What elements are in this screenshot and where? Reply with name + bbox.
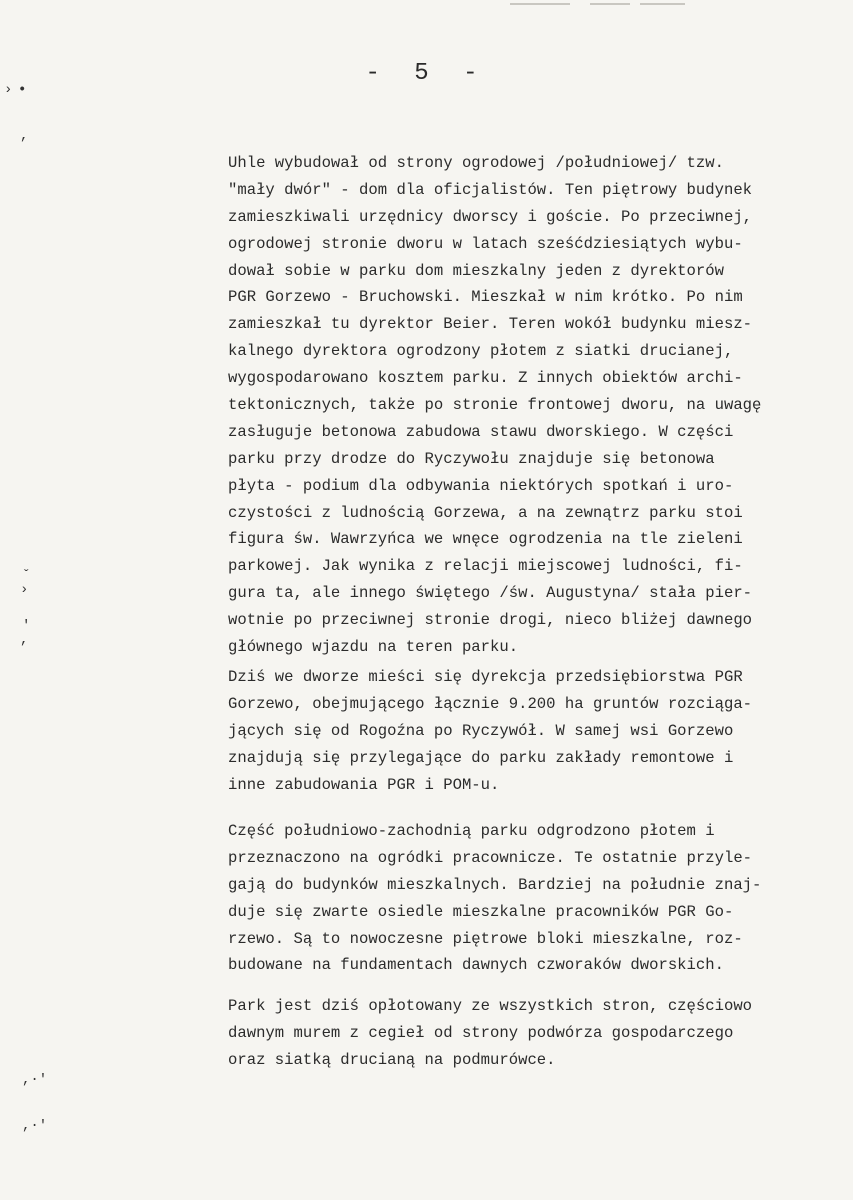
text-line: "mały dwór" - dom dla oficjalistów. Ten piętrowy budynek [228,180,753,199]
text-line: budowane na fundamentach dawnych czworaków dworskich. [228,956,724,975]
text-line: wotnie po przeciwnej stronie drogi, nieco bliżej dawnego [228,611,753,630]
paragraph-1 [228,150,761,661]
text-line: rzewo. Są to nowoczesne piętrowe bloki mieszkalne, roz- [228,929,743,948]
text-line: znajdują się przylegające do parku zakłady remontowe i [228,748,734,767]
text-line: czystości z ludnością Gorzewa, a na zewnątrz parku stoi [228,503,743,522]
text-line: płyta - podium dla odbywania niektórych spotkań i uro- [228,476,734,495]
text-line: Dziś we dworze mieści się dyrekcja przedsiębiorstwa PGR [228,668,743,686]
paragraph-2 [228,664,752,798]
paragraph-3 [228,818,761,979]
text-line: PGR Gorzewo - Bruchowski. Mieszkał w nim krótko. Po nim [228,288,743,307]
text-line: gają do budynków mieszkalnych. Bardziej na południe znaj- [228,875,762,894]
header-scan-marks [500,0,700,12]
text-line: oraz siatką drucianą na podmurówce. [228,1050,556,1069]
text-line: parku przy drodze do Ryczywołu znajduje się betonowa [228,449,715,468]
text-line: zamieszkiwali urzędnicy dworscy i goście. Po przeciwnej, [228,207,753,226]
text-line: zamieszkał tu dyrektor Beier. Teren wokół budynku miesz- [228,315,753,334]
text-line: tektonicznych, także po stronie frontowej dworu, na uwagę [228,396,762,415]
page-number: - 5 - [365,60,488,87]
text-line: ogrodowej stronie dworu w latach sześćdziesiątych wybu- [228,234,743,253]
text-line: gura ta, ale innego świętego /św. Augustyna/ stała pier- [228,584,753,603]
text-line: duje się zwarte osiedle mieszkalne pracowników PGR Go- [228,902,734,921]
text-line: zasługuje betonowa zabudowa stawu dworskiego. W części [228,422,734,441]
text-line: Część południowo-zachodnią parku odgrodzono płotem i [228,822,715,840]
text-line: Park jest dziś opłotowany ze wszystkich stron, częściowo [228,997,753,1015]
document-page: - 5 - › • , ˇ › ' , ,·' ,·' Uhle wybudował od strony ogrodowej /południowej/ tzw. "mały dwór" - dom dla oficjalistów. Ten piętrowy budynek zamieszkiwali urzędnicy dworscy i goście. Po przeciwnej, ogrodowej stronie dworu w latach sześćdziesiątych wybu- dował sobie w parku dom mieszkalny jeden z dyrektorów PGR Gorzewo - Bruchowski. Mieszkał w nim krótko. Po nim zamieszkał tu dyrektor Beier. Teren wokół budynku miesz- kalnego dyrektora ogrodzony płotem z siatki drucianej, wygospodarowano kosztem parku. Z innych obiektów archi- tektonicznych, także po stronie frontowej dworu, na uwagę zasługuje betonowa zabudowa stawu dworskiego. W części parku przy drodze do Ryczywołu znajduje się betonowa płyta - podium dla odbywania niektórych spotkań i uro- czystości z ludnością Gorzewa, a na zewnątrz parku stoi figura św. Wawrzyńca we wnęce ogrodzenia na tle zieleni parkowej. Jak wynika z relacji miejscowej ludności, fi- gura ta, ale innego świętego /św. Augustyna/ stała pier- wotnie po przeciwnej stronie drogi, nieco bliżej dawnego głównego wjazdu na teren parku. Dziś we dworze mieści się dyrekcja przedsiębiorstwa PGR Gorzewo, obejmującego łącznie 9.200 ha gruntów rozciąga- jących się od Rogoźna po Ryczywół. W samej wsi Gorzewo znajdują się przylegające do parku zakłady remontowe i inne zabudowania PGR i POM-u. Część południowo-zachodnią parku odgrodzono płotem i przeznaczono na ogródki pracownicze. Te ostatnie przyle- gają do budynków mieszkalnych. Bardziej na południe znaj- duje się zwarte osiedle mieszkalne pracowników PGR Go- rzewo. Są to nowoczesne piętrowe bloki mieszkalne, roz- budowane na fundamentach dawnych czworaków dworskich. Park jest dziś opłotowany ze wszystkich stron, częściowo dawnym murem z cegieł od strony podwórza gospodarczego oraz siatką drucianą na podmurówce. [0,0,853,1200]
text-line: figura św. Wawrzyńca we wnęce ogrodzenia na tle zieleni [228,530,743,549]
text-line: parkowej. Jak wynika z relacji miejscowej ludności, fi- [228,557,743,576]
text-line: dował sobie w parku dom mieszkalny jeden z dyrektorów [228,261,724,280]
text-line: wygospodarowano kosztem parku. Z innych obiektów archi- [228,369,743,388]
text-line: Uhle wybudował od strony ogrodowej /południowej/ tzw. [228,154,724,172]
text-line: jących się od Rogoźna po Ryczywół. W samej wsi Gorzewo [228,721,734,740]
text-line: przeznaczono na ogródki pracownicze. Te ostatnie przyle- [228,848,753,867]
text-line: kalnego dyrektora ogrodzony płotem z siatki drucianej, [228,342,734,361]
paragraph-4 [228,993,752,1074]
text-line: inne zabudowania PGR i POM-u. [228,775,500,794]
text-line: dawnym murem z cegieł od strony podwórza gospodarczego [228,1023,734,1042]
text-line: głównego wjazdu na teren parku. [228,638,519,657]
text-line: Gorzewo, obejmującego łącznie 9.200 ha gruntów rozciąga- [228,694,753,713]
